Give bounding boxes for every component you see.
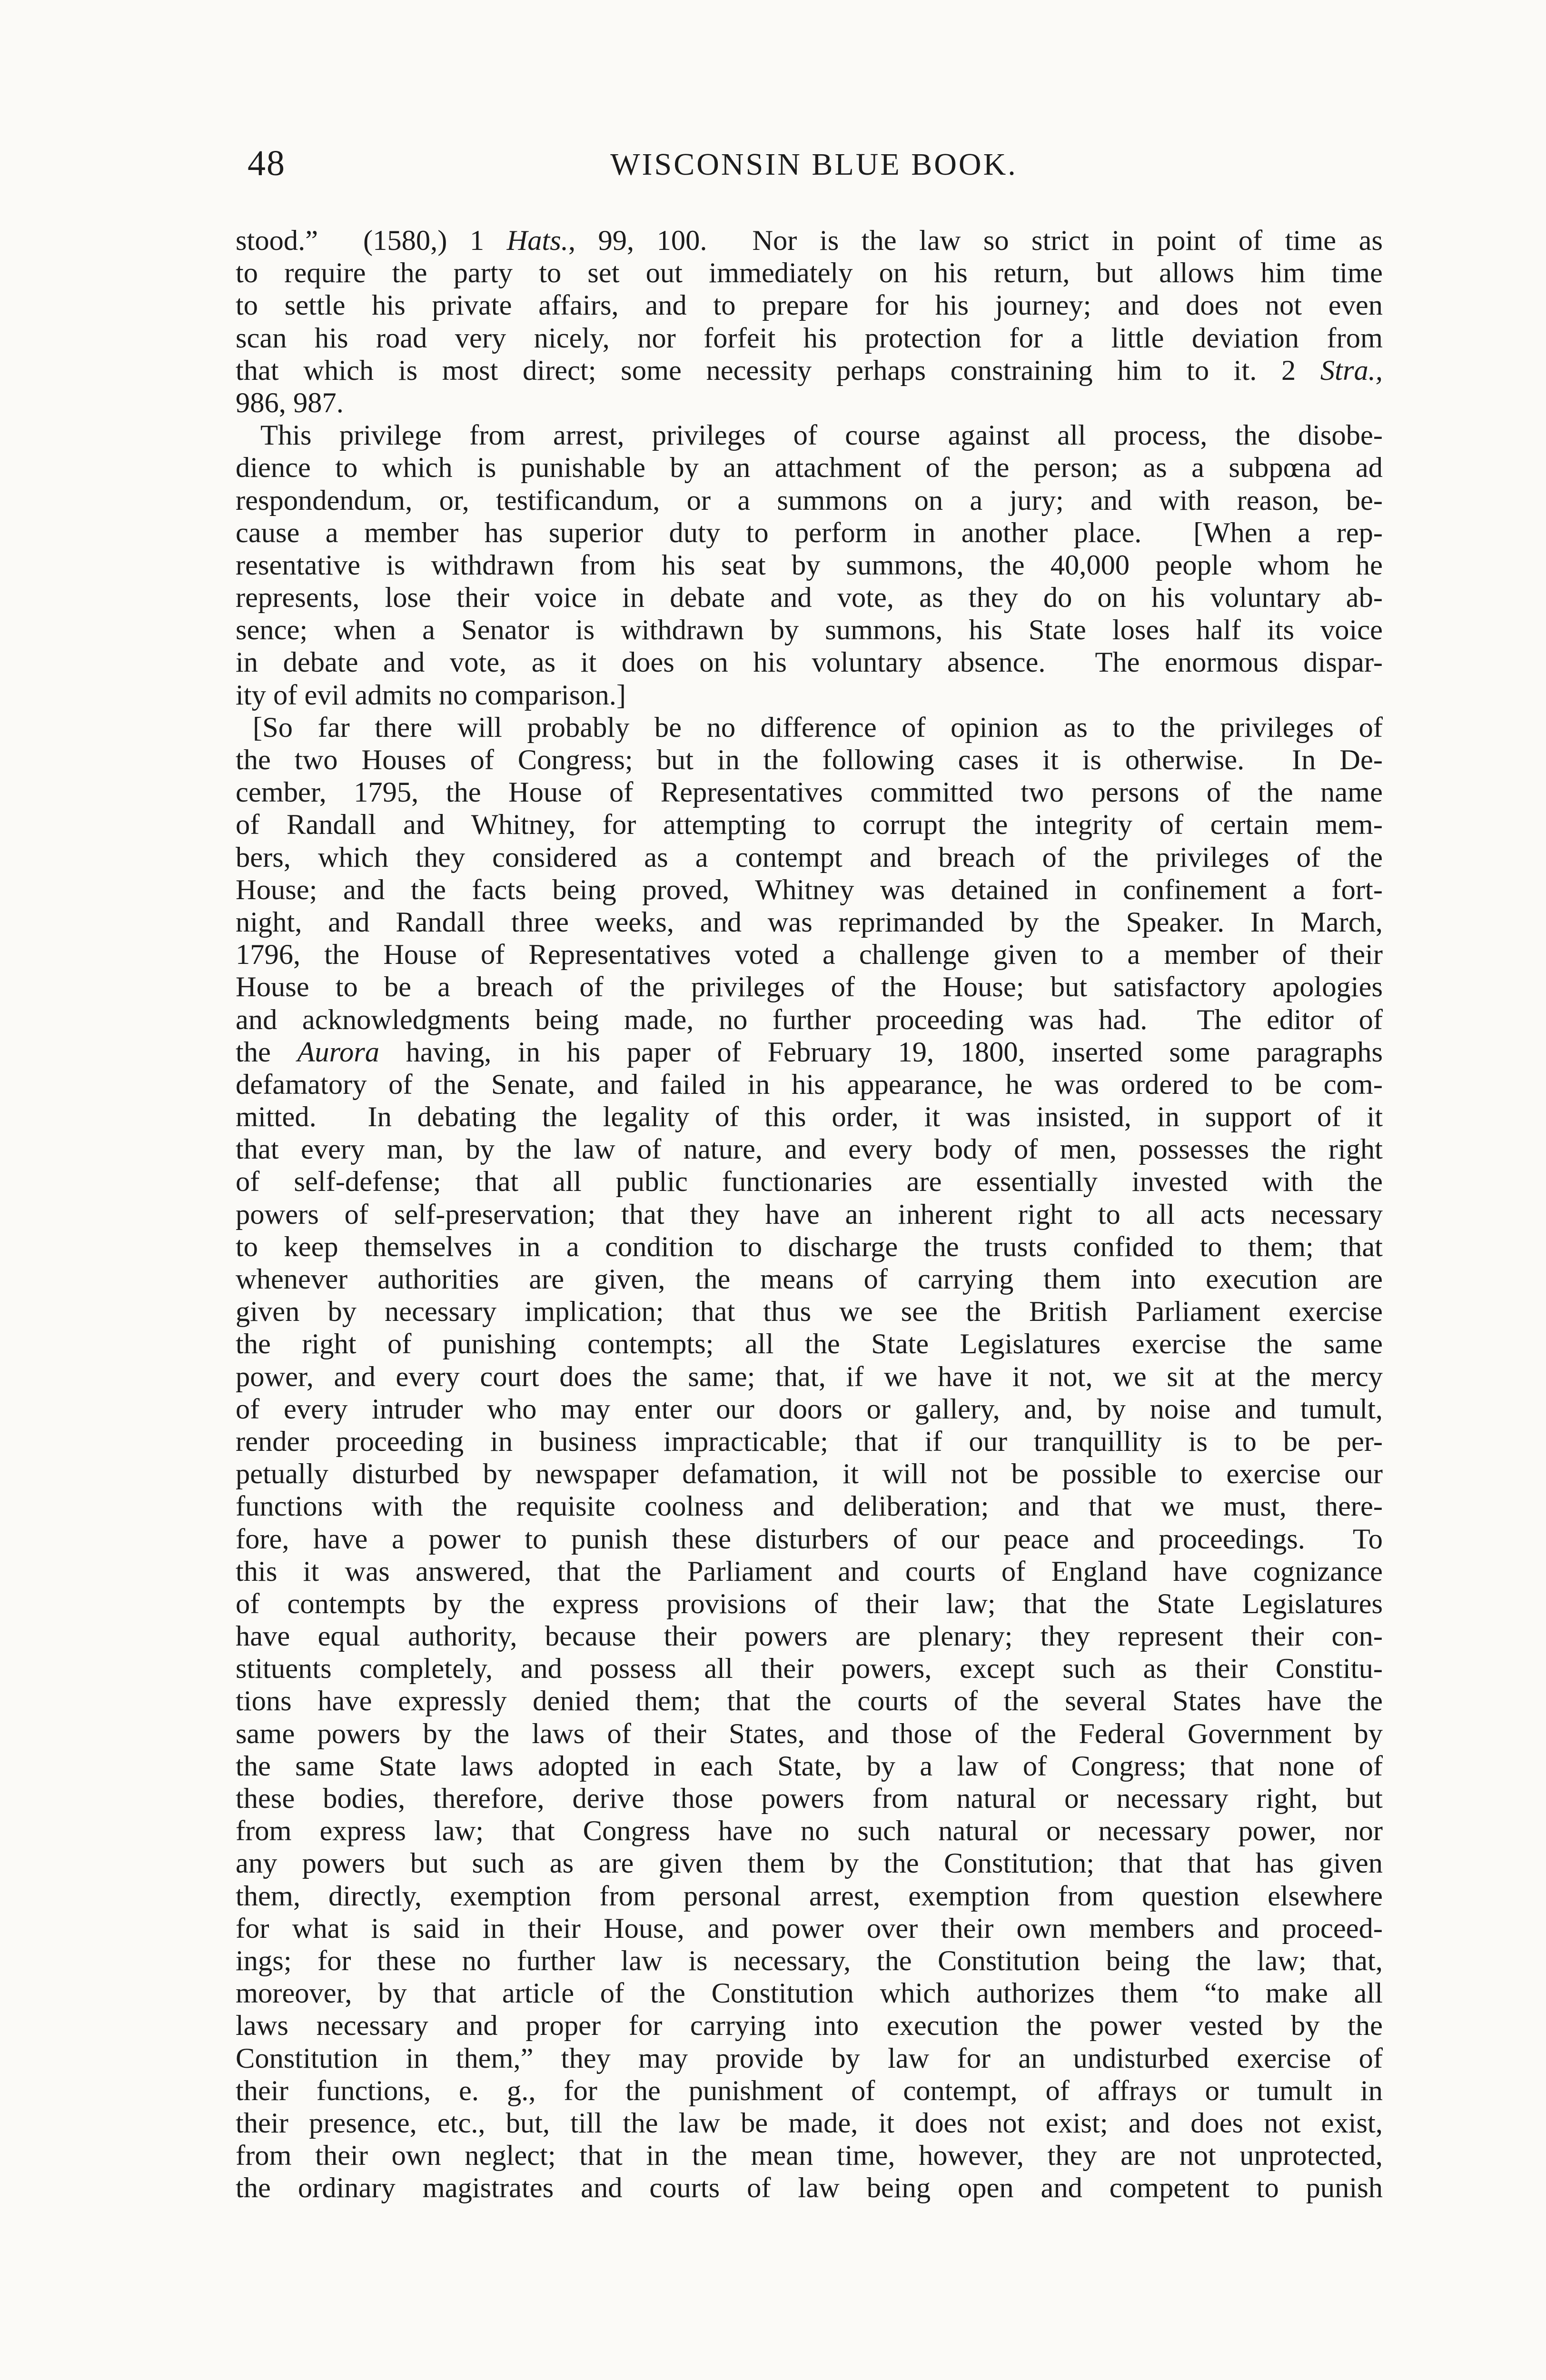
text-line	[236, 1328, 1383, 1360]
text-line	[236, 1815, 1383, 1847]
text-line	[236, 387, 1383, 419]
text-line	[236, 1750, 1383, 1783]
text-line	[236, 1361, 1383, 1393]
page-number: 48	[248, 143, 286, 183]
text-segment: Constitution in them,” they may provide by law for an undisturbed exercise of	[236, 2042, 1383, 2074]
text-line	[236, 874, 1383, 906]
text-segment: them, directly, exemption from personal arrest, exemption from question elsewhere	[236, 1880, 1383, 1912]
text-line	[236, 712, 1383, 744]
text-segment: these bodies, therefore, derive those powers from natural or necessary right, but	[236, 1783, 1383, 1815]
text-line	[236, 485, 1383, 517]
text-segment: night, and Randall three weeks, and was reprimanded by the Speaker. In March,	[236, 906, 1383, 938]
text-line	[236, 289, 1383, 322]
italic-text: Hats.	[506, 225, 568, 257]
text-line	[236, 1426, 1383, 1458]
italic-text: Aurora	[297, 1036, 380, 1068]
text-line	[236, 1036, 1383, 1069]
text-line	[236, 2010, 1383, 2042]
text-line	[236, 1101, 1383, 1133]
text-segment: functions with the requisite coolness and deliberation; and that we must, there-	[236, 1490, 1383, 1523]
text-segment: cause a member has superior duty to perform in another place. [When a rep-	[236, 516, 1383, 549]
text-segment: stood.” (1580,) 1	[236, 225, 507, 257]
text-line	[236, 842, 1383, 874]
text-segment: for what is said in their House, and power over their own members and proceed-	[236, 1912, 1383, 1944]
running-title: WISCONSIN BLUE BOOK.	[610, 147, 1018, 182]
text-line	[236, 1653, 1383, 1685]
text-segment: ity of evil admits no comparison.]	[236, 679, 626, 711]
text-segment: power, and every court does the same; that, if we have it not, we sit at the mercy	[236, 1360, 1383, 1393]
text-line	[236, 1069, 1383, 1101]
text-segment: the two Houses of Congress; but in the following cases it is otherwise. In De-	[236, 744, 1383, 776]
text-segment: bers, which they considered as a contempt and breach of the privileges of the	[236, 841, 1383, 873]
text-line	[236, 1523, 1383, 1556]
text-line	[236, 322, 1383, 355]
text-line	[236, 1231, 1383, 1263]
text-line	[236, 939, 1383, 971]
text-line	[236, 1004, 1383, 1036]
page-header	[248, 143, 1380, 200]
text-line	[236, 225, 1383, 257]
text-segment: in debate and vote, as it does on his voluntary absence. The enormous dispar-	[236, 646, 1383, 679]
text-segment: powers of self-preservation; that they have an inherent right to all acts necessary	[236, 1198, 1383, 1230]
text-segment: 1796, the House of Representatives voted a challenge given to a member of their	[236, 939, 1383, 971]
text-segment: tions have expressly denied them; that the courts of the several States have the	[236, 1685, 1383, 1717]
text-segment: ings; for these no further law is necessary, the Constitution being the law; that,	[236, 1944, 1383, 1977]
text-segment: their functions, e. g., for the punishment of contempt, of affrays or tumult in	[236, 2074, 1383, 2107]
text-segment: from express law; that Congress have no such natural or necessary power, nor	[236, 1815, 1383, 1847]
text-line	[236, 1263, 1383, 1296]
text-line	[236, 1913, 1383, 1945]
text-line	[236, 906, 1383, 939]
text-segment: [So far there will probably be no difference of opinion as to the privileges of	[253, 711, 1383, 744]
text-line	[236, 1458, 1383, 1490]
text-line	[236, 1199, 1383, 1231]
text-line	[236, 2075, 1383, 2107]
text-line	[236, 355, 1383, 387]
text-line	[236, 1556, 1383, 1588]
text-line	[236, 809, 1383, 841]
text-segment: House to be a breach of the privileges of the House; but satisfactory apologies	[236, 971, 1383, 1003]
text-line	[236, 1783, 1383, 1815]
text-segment: that every man, by the law of nature, and every body of men, possesses the right	[236, 1133, 1383, 1166]
text-line	[236, 1490, 1383, 1523]
text-line	[236, 1847, 1383, 1880]
text-segment: that which is most direct; some necessity perhaps constraining him to it. 2	[236, 354, 1320, 387]
text-segment: moreover, by that article of the Constitution which authorizes them “to make all	[236, 1977, 1383, 2010]
text-line	[236, 1685, 1383, 1717]
text-segment: the right of punishing contempts; all the State Legislatures exercise the same	[236, 1328, 1383, 1360]
text-line	[236, 2172, 1383, 2204]
text-segment: same powers by the laws of their States, and those of the Federal Government by	[236, 1717, 1383, 1750]
text-segment: 986, 987.	[236, 387, 344, 419]
text-segment: this it was answered, that the Parliament and courts of England have cognizance	[236, 1555, 1383, 1587]
text-segment: to keep themselves in a condition to discharge the trusts confided to them; that	[236, 1230, 1383, 1263]
text-line	[236, 419, 1383, 452]
text-line	[236, 452, 1383, 484]
text-line	[236, 1880, 1383, 1913]
text-line	[236, 1393, 1383, 1426]
text-segment: respondendum, or, testificandum, or a summons on a jury; and with reason, be-	[236, 484, 1383, 516]
text-segment: defamatory of the Senate, and failed in his appearance, he was ordered to be com-	[236, 1068, 1383, 1101]
text-line	[236, 744, 1383, 776]
text-segment: having, in his paper of February 19, 1800, inserted some paragraphs	[379, 1036, 1383, 1068]
text-line	[236, 1718, 1383, 1750]
body-text	[236, 225, 1383, 2204]
text-line	[236, 582, 1383, 614]
text-line	[236, 2043, 1383, 2075]
text-segment: render proceeding in business impracticable; that if our tranquillity is to be per-	[236, 1425, 1383, 1458]
text-segment: whenever authorities are given, the means of carrying them into execution are	[236, 1263, 1383, 1295]
text-segment: given by necessary implication; that thus we see the British Parliament exercise	[236, 1296, 1383, 1328]
text-line	[236, 646, 1383, 679]
text-segment: resentative is withdrawn from his seat by summons, the 40,000 people whom he	[236, 549, 1383, 581]
text-segment: the	[236, 1036, 297, 1068]
text-segment: mitted. In debating the legality of this order, it was insisted, in support of it	[236, 1101, 1383, 1133]
text-line	[236, 1166, 1383, 1198]
text-segment: the same State laws adopted in each State, by a law of Congress; that none of	[236, 1750, 1383, 1782]
text-segment: cember, 1795, the House of Representatives committed two persons of the name	[236, 776, 1383, 809]
text-segment: dience to which is punishable by an attachment of the person; as a subpœna ad	[236, 452, 1383, 484]
text-segment: of Randall and Whitney, for attempting to corrupt the integrity of certain mem-	[236, 809, 1383, 841]
text-line	[236, 614, 1383, 646]
text-segment: sence; when a Senator is withdrawn by summons, his State loses half its voice	[236, 614, 1383, 646]
text-segment: stituents completely, and possess all their powers, except such as their Constitu-	[236, 1653, 1383, 1685]
text-segment: have equal authority, because their powers are plenary; they represent their con-	[236, 1620, 1383, 1653]
italic-text: Stra.,	[1320, 354, 1383, 387]
text-segment: of contempts by the express provisions of their law; that the State Legislatures	[236, 1587, 1383, 1620]
text-segment: to require the party to set out immediately on his return, but allows him time	[236, 257, 1383, 289]
text-segment: of every intruder who may enter our doors or gallery, and, by noise and tumult,	[236, 1393, 1383, 1425]
text-segment: laws necessary and proper for carrying into execution the power vested by the	[236, 2010, 1383, 2042]
text-segment: of self-defense; that all public functionaries are essentially invested with the	[236, 1166, 1383, 1198]
text-line	[236, 1977, 1383, 2010]
text-line	[236, 1588, 1383, 1620]
text-segment: petually disturbed by newspaper defamation, it will not be possible to exercise our	[236, 1458, 1383, 1490]
text-segment: their presence, etc., but, till the law be made, it does not exist; and does not exist,	[236, 2107, 1383, 2139]
text-segment: , 99, 100. Nor is the law so strict in point of time as	[568, 225, 1383, 257]
text-line	[236, 2107, 1383, 2140]
text-line	[236, 517, 1383, 549]
text-line	[236, 549, 1383, 582]
text-line	[236, 679, 1383, 712]
text-line	[236, 971, 1383, 1003]
text-line	[236, 2140, 1383, 2172]
text-segment: the ordinary magistrates and courts of law being open and competent to punish	[236, 2172, 1383, 2204]
text-segment: House; and the facts being proved, Whitney was detained in confinement a fort-	[236, 873, 1383, 906]
text-segment: scan his road very nicely, nor forfeit his protection for a little deviation from	[236, 322, 1383, 354]
text-line	[236, 776, 1383, 809]
text-line	[236, 1133, 1383, 1166]
text-segment: and acknowledgments being made, no further proceeding was had. The editor of	[236, 1003, 1383, 1036]
text-segment: This privilege from arrest, privileges of course against all process, the disobe-	[260, 419, 1383, 452]
text-segment: represents, lose their voice in debate and vote, as they do on his voluntary ab-	[236, 582, 1383, 614]
text-segment: any powers but such as are given them by the Constitution; that that has given	[236, 1847, 1383, 1880]
text-segment: to settle his private affairs, and to prepare for his journey; and does not even	[236, 289, 1383, 322]
text-line	[236, 1945, 1383, 1977]
text-line	[236, 1620, 1383, 1653]
text-segment: from their own neglect; that in the mean time, however, they are not unprotected,	[236, 2140, 1383, 2172]
text-segment: fore, have a power to punish these disturbers of our peace and proceedings. To	[236, 1523, 1383, 1555]
text-line	[236, 1296, 1383, 1328]
text-line	[236, 257, 1383, 289]
